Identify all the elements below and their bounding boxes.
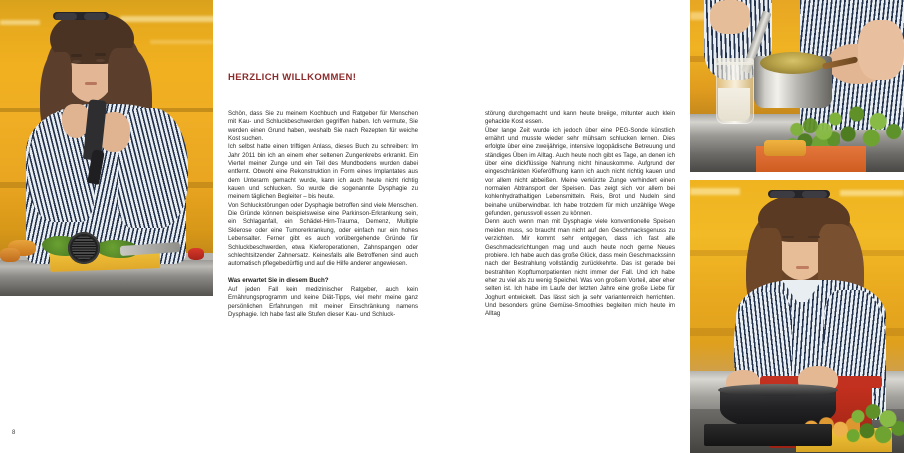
paragraph: Von Schluckstörungen oder Dysphagie betroffen sind viele Menschen. Die Gründe können beispielsweise eine Parkinson-Erkrankung sein, ein Schlaganfall, ein Schädel-Hirn-Trauma, Demenz, Multiple Sklerose oder eine Tumorerkrankung, oder einfach nur ein hohes Lebensalter. Ferner gibt es auch vorübergehende Gründe für Schluckbeschwerden, etwa Kieferoperationen, Zahnspangen oder schlechtsitzender Zahnersatz. Keinesfalls alle Betroffenen sind auch automatisch pflegebedürftig und auf die Hilfe anderer angewiesen. xyxy=(228,201,418,268)
paragraph: störung durchgemacht und kann heute breiige, mitunter auch klein gehackte Kost essen. xyxy=(485,110,675,126)
photo-immersion-blender xyxy=(690,0,904,172)
page-number: 8 xyxy=(12,430,16,436)
paragraph: Schön, dass Sie zu meinem Kochbuch und Ratgeber für Menschen mit Kau- und Schluckbeschwerden gegriffen haben. Ich vermute, Sie werden einen Grund haben, weshalb Sie nach Rezepten für weiche Kost suchen. xyxy=(228,110,418,143)
paragraph: Auf jeden Fall kein medizinischer Ratgeber, auch kein Ernährungsprogramm und keine Diät-Tipps, viel mehr meine ganz persönlichen Erfahrungen mit meiner Einschränkung namens Dysphagie. Ich habe fast alle Stufen dieser Kau- und Schluck- xyxy=(228,285,418,318)
photo-woman-with-knife xyxy=(0,0,213,296)
paragraph: Denn auch wenn man mit Dysphagie viele konventionelle Speisen meiden muss, so braucht man nicht auf den Geschmacksgenuss zu verzichten. Mir kommt sehr entgegen, dass ich fast alle Geschmacksrichtungen mag und auch heute noch gerne Neues probiere. Ich habe auch das große Glück, dass mein Geschmackssinn nach der Bestrahlung vollständig zurückkehrte. Das ist gerade bei bestrahlten Kopftumorpatienten nicht immer der Fall. Und ich habe eher zu viel als zu wenig Speichel. Was von großem Vorteil, aber eher selten ist. Ich habe im Laufe der letzten Jahre eine große Liebe für Joghurt entwickelt. Das lässt sich ja sehr variantenreich herrichten. Und besonders grüne Gemüse-Smoothies begleiten mich heute im Alltag xyxy=(485,218,675,318)
photo-woman-cooking xyxy=(690,180,904,453)
paragraph: Ich selbst hatte einen triftigen Anlass, dieses Buch zu schreiben: Im Jahr 2011 bin ich an einem eher seltenen Zungenkrebs erkrankt. Ein Viertel meiner Zunge und ein Teil des Mundbodens wurden dabei entfernt. Obwohl eine Rekonstruktion in Form eines Implantates aus dem Unterarm gemacht wurde, kann ich auch heute nicht richtig kauen und schlucken. So wurde die sogenannte Dysphagie zu meinem täglichen Begleiter – bis heute. xyxy=(228,143,418,201)
text-column-left xyxy=(228,110,418,319)
text-column-right xyxy=(485,110,675,319)
section-subtitle: Was erwartet Sie in diesem Buch? xyxy=(228,276,329,284)
page-title: HERZLICH WILLKOMMEN! xyxy=(228,72,357,83)
paragraph: Über lange Zeit wurde ich jedoch über eine PEG-Sonde künstlich ernährt und musste wieder sehr mühsam schlucken lernen. Dies erfolgte über eine zweijährige, intensive logopädische Betreuung und ständiges Üben im Alltag. Auch heute noch gibt es Tage, an denen ich über eine dickflüssige Nahrung nicht hinauskomme. Aufgrund der eingeschränkten Kieferöffnung kann ich auch nicht richtig kauen und vor allem nicht abbeißen. Meine verkürzte Zunge verhindert einen normalen Abtransport der Speisen. Das zeigt sich vor allem bei kohlenhydrathaltigen Lebensmitteln. Reis, Brot und Nudeln sind beinahe unüberwindbar. Ich habe trotzdem für mich unzählige Wege gefunden, genussvoll essen zu können. xyxy=(485,126,675,218)
